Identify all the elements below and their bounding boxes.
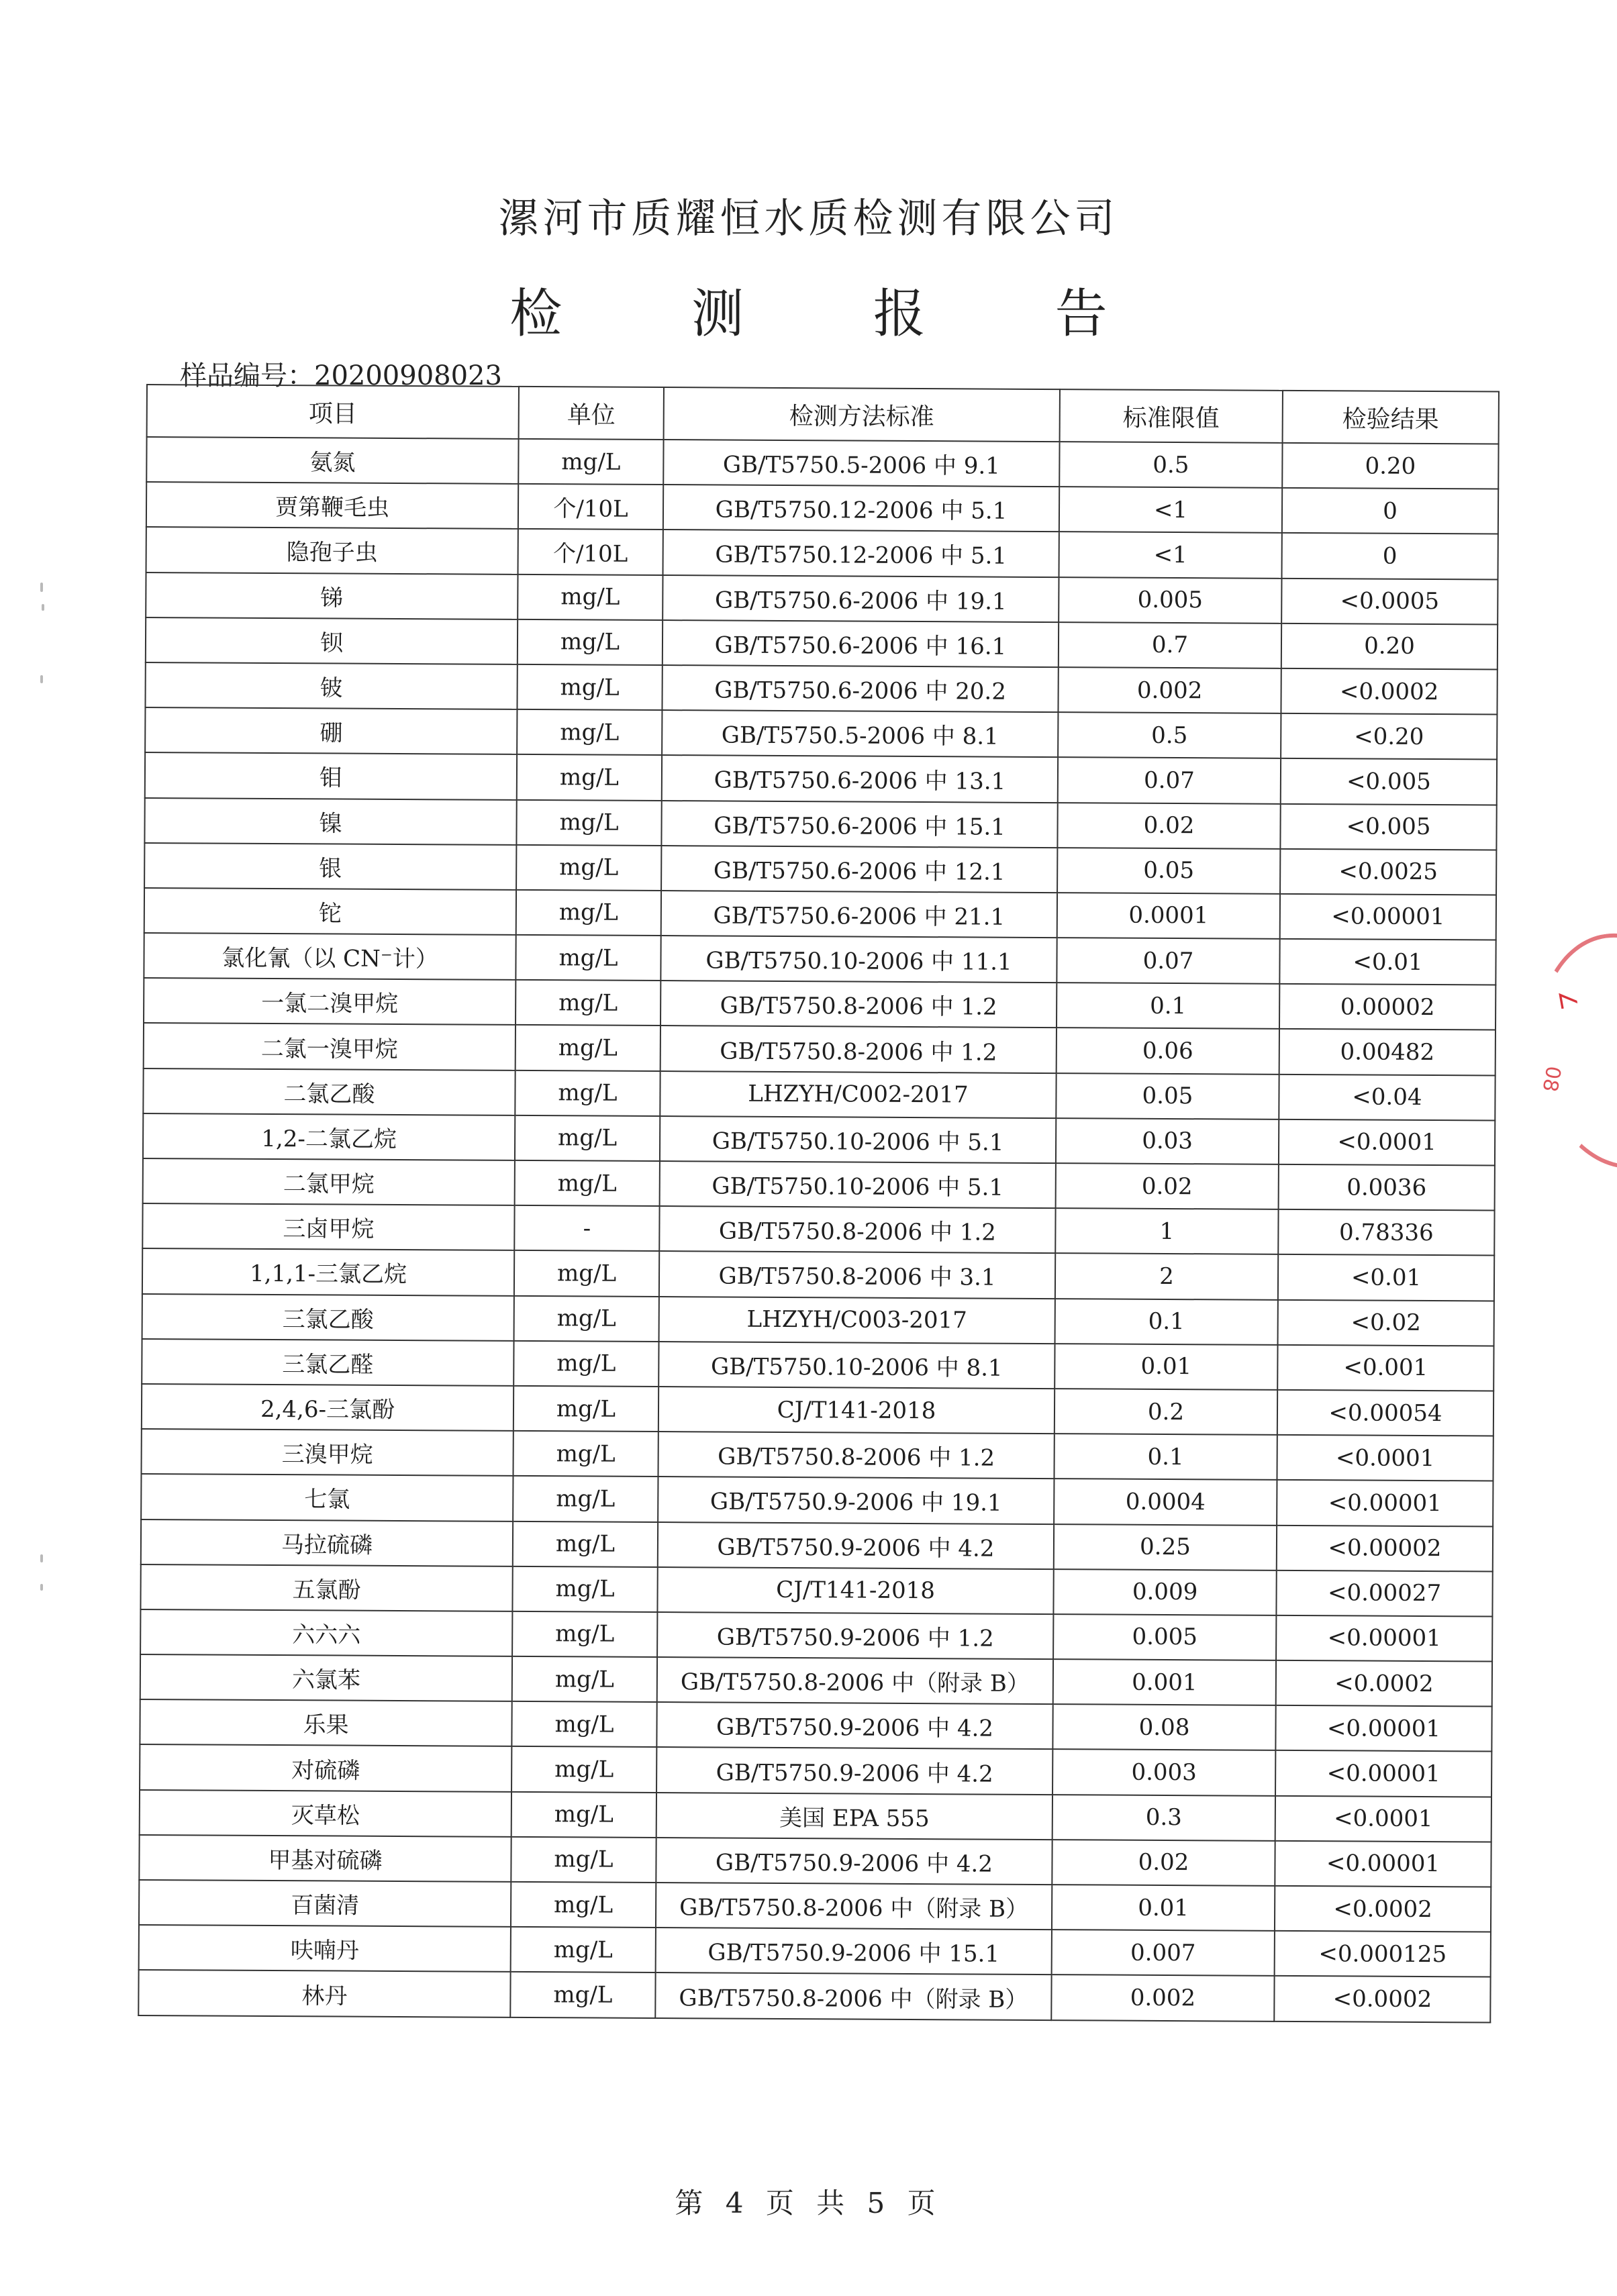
cell-method: GB/T5750.5-2006 中 9.1 bbox=[663, 440, 1059, 487]
cell-unit: mg/L bbox=[515, 1070, 660, 1116]
cell-item: 钡 bbox=[146, 617, 518, 664]
cell-item: 马拉硫磷 bbox=[141, 1519, 513, 1566]
cell-method: GB/T5750.6-2006 中 15.1 bbox=[661, 801, 1057, 848]
cell-limit: 1 bbox=[1055, 1208, 1278, 1254]
sample-number-value: 20200908023 bbox=[314, 360, 502, 391]
cell-limit: 2 bbox=[1055, 1253, 1278, 1299]
cell-limit: 0.01 bbox=[1052, 1885, 1275, 1931]
page-number: 第 4 页 共 5 页 bbox=[675, 2187, 942, 2219]
cell-unit: mg/L bbox=[513, 1521, 658, 1566]
cell-limit: 0.02 bbox=[1052, 1840, 1275, 1886]
table-row bbox=[141, 1519, 1493, 1571]
cell-result: <0.01 bbox=[1279, 939, 1496, 985]
scan-speck bbox=[40, 1584, 43, 1591]
cell-limit: 0.25 bbox=[1054, 1524, 1277, 1570]
seal-stamp-mark: ∠ bbox=[1552, 987, 1583, 1013]
sample-number-label: 样品编号： bbox=[180, 360, 314, 391]
cell-method: GB/T5750.10-2006 中 5.1 bbox=[660, 1161, 1056, 1208]
cell-item: 隐孢子虫 bbox=[146, 527, 518, 574]
table-row bbox=[144, 888, 1496, 940]
cell-result: <0.20 bbox=[1281, 713, 1497, 760]
cell-unit: mg/L bbox=[517, 664, 662, 710]
cell-unit: mg/L bbox=[516, 890, 661, 936]
table-row bbox=[139, 1835, 1491, 1887]
cell-unit: - bbox=[514, 1205, 659, 1251]
cell-result: <0.00001 bbox=[1277, 1480, 1493, 1526]
cell-result: <0.01 bbox=[1278, 1254, 1494, 1301]
cell-item: 氯化氰（以 CN⁻计） bbox=[144, 933, 516, 980]
cell-unit: mg/L bbox=[513, 1431, 658, 1477]
table-row bbox=[140, 1564, 1492, 1617]
table-row bbox=[144, 797, 1496, 850]
cell-unit: mg/L bbox=[513, 1341, 658, 1387]
cell-method: GB/T5750.5-2006 中 8.1 bbox=[662, 710, 1058, 757]
cell-limit: 0.07 bbox=[1058, 757, 1281, 803]
cell-item: 六六六 bbox=[140, 1609, 512, 1656]
table-row bbox=[143, 1068, 1495, 1121]
cell-item: 林丹 bbox=[138, 1970, 510, 2017]
cell-item: 乐果 bbox=[140, 1699, 511, 1746]
cell-item: 氨氮 bbox=[146, 437, 518, 484]
seal-stamp-text: 08 bbox=[1537, 1064, 1565, 1094]
cell-method: GB/T5750.9-2006 中 4.2 bbox=[656, 1702, 1052, 1749]
cell-unit: mg/L bbox=[513, 1386, 658, 1432]
table-row bbox=[146, 527, 1498, 579]
cell-limit: 0.7 bbox=[1059, 622, 1281, 668]
cell-limit: 0.009 bbox=[1053, 1569, 1276, 1615]
cell-limit: 0.1 bbox=[1057, 983, 1279, 1029]
cell-item: 二氯一溴甲烷 bbox=[144, 1023, 516, 1070]
cell-item: 铊 bbox=[144, 888, 516, 935]
cell-unit: mg/L bbox=[516, 799, 661, 845]
cell-method: GB/T5750.10-2006 中 11.1 bbox=[660, 936, 1057, 983]
scan-speck bbox=[40, 583, 43, 592]
cell-limit: 0.03 bbox=[1056, 1118, 1279, 1164]
cell-method: GB/T5750.8-2006 中 1.2 bbox=[660, 1026, 1057, 1072]
cell-method: CJ/T141-2018 bbox=[658, 1387, 1055, 1434]
cell-method: GB/T5750.6-2006 中 12.1 bbox=[661, 846, 1057, 893]
table-row bbox=[145, 707, 1497, 760]
cell-item: 硼 bbox=[145, 707, 517, 754]
table-row bbox=[140, 1744, 1491, 1797]
cell-unit: mg/L bbox=[511, 1701, 656, 1747]
cell-method: GB/T5750.6-2006 中 21.1 bbox=[661, 891, 1057, 938]
cell-limit: 0.0004 bbox=[1054, 1479, 1277, 1525]
cell-item: 甲基对硫磷 bbox=[139, 1835, 511, 1882]
cell-result: <0.005 bbox=[1280, 803, 1496, 850]
cell-result: <0.0005 bbox=[1281, 578, 1498, 624]
cell-item: 贾第鞭毛虫 bbox=[146, 482, 518, 529]
cell-unit: mg/L bbox=[511, 1882, 656, 1928]
table-row bbox=[139, 1925, 1491, 1977]
table-row bbox=[141, 1474, 1493, 1526]
cell-limit: 0.1 bbox=[1055, 1299, 1278, 1345]
cell-result: <0.0002 bbox=[1274, 1976, 1490, 2022]
cell-result: 0.20 bbox=[1281, 623, 1498, 670]
cell-result: <0.00001 bbox=[1275, 1750, 1491, 1797]
cell-item: 钼 bbox=[145, 752, 517, 799]
cell-limit: <1 bbox=[1059, 487, 1282, 533]
cell-method: GB/T5750.12-2006 中 5.1 bbox=[663, 530, 1059, 577]
cell-limit: 0.005 bbox=[1053, 1614, 1276, 1660]
cell-result: 0.0036 bbox=[1279, 1164, 1495, 1211]
cell-limit: 0.05 bbox=[1057, 848, 1280, 894]
cell-item: 2,4,6-三氯酚 bbox=[142, 1384, 513, 1431]
table-row bbox=[140, 1654, 1492, 1707]
scan-speck bbox=[42, 604, 44, 611]
table-row bbox=[143, 1113, 1495, 1166]
cell-result: <0.00002 bbox=[1277, 1525, 1493, 1571]
cell-result: <0.0002 bbox=[1281, 668, 1497, 715]
cell-item: 五氯酚 bbox=[140, 1564, 512, 1611]
cell-limit: 0.001 bbox=[1053, 1659, 1276, 1705]
cell-method: GB/T5750.6-2006 中 20.2 bbox=[662, 665, 1058, 712]
report-title: 检 测 报 告 bbox=[509, 284, 1164, 344]
cell-result: 0.00482 bbox=[1279, 1029, 1496, 1075]
cell-result: <0.00001 bbox=[1275, 1841, 1491, 1887]
column-header-result: 检验结果 bbox=[1283, 391, 1499, 444]
cell-result: <0.005 bbox=[1281, 758, 1497, 805]
table-row bbox=[144, 843, 1496, 895]
cell-limit: 0.007 bbox=[1052, 1930, 1275, 1976]
cell-item: 二氯乙酸 bbox=[143, 1068, 515, 1115]
table-row bbox=[146, 437, 1498, 489]
cell-result: <0.000125 bbox=[1275, 1931, 1491, 1977]
cell-unit: mg/L bbox=[512, 1566, 657, 1612]
cell-result: <0.0002 bbox=[1275, 1886, 1491, 1932]
table-row bbox=[140, 1699, 1491, 1752]
cell-result: <0.001 bbox=[1277, 1345, 1493, 1391]
cell-item: 二氯甲烷 bbox=[143, 1158, 515, 1205]
company-name: 漯河市质耀恒水质检测有限公司 bbox=[498, 195, 1119, 242]
cell-item: 对硫磷 bbox=[140, 1744, 511, 1791]
cell-limit: 0.08 bbox=[1052, 1704, 1275, 1750]
cell-method: GB/T5750.8-2006 中 1.2 bbox=[660, 981, 1057, 1028]
cell-result: <0.00054 bbox=[1277, 1390, 1493, 1436]
cell-method: GB/T5750.12-2006 中 5.1 bbox=[663, 485, 1059, 532]
cell-limit: 0.002 bbox=[1058, 667, 1281, 713]
cell-method: GB/T5750.9-2006 中 4.2 bbox=[656, 1747, 1052, 1794]
cell-result: <0.00001 bbox=[1280, 894, 1496, 940]
cell-item: 一氯二溴甲烷 bbox=[144, 978, 516, 1025]
table-row bbox=[146, 572, 1498, 625]
cell-unit: mg/L bbox=[517, 709, 662, 755]
cell-method: GB/T5750.9-2006 中 4.2 bbox=[656, 1838, 1052, 1885]
cell-method: CJ/T141-2018 bbox=[657, 1567, 1053, 1614]
cell-method: GB/T5750.6-2006 中 16.1 bbox=[663, 620, 1059, 667]
cell-limit: 0.02 bbox=[1057, 803, 1280, 849]
cell-item: 银 bbox=[144, 843, 516, 890]
cell-method: GB/T5750.6-2006 中 13.1 bbox=[662, 755, 1058, 802]
table-row bbox=[144, 933, 1496, 985]
cell-unit: mg/L bbox=[514, 1250, 659, 1296]
cell-limit: 0.07 bbox=[1057, 938, 1279, 984]
cell-method: GB/T5750.9-2006 中 19.1 bbox=[658, 1477, 1054, 1524]
table-row bbox=[138, 1970, 1490, 2022]
cell-unit: mg/L bbox=[518, 574, 663, 619]
cell-method: GB/T5750.8-2006 中 1.2 bbox=[658, 1432, 1054, 1479]
cell-result: <0.0001 bbox=[1277, 1435, 1493, 1481]
cell-limit: 0.5 bbox=[1059, 442, 1282, 488]
cell-item: 1,2-二氯乙烷 bbox=[143, 1113, 515, 1160]
cell-unit: mg/L bbox=[516, 935, 660, 981]
cell-limit: 0.5 bbox=[1058, 712, 1281, 758]
cell-item: 1,1,1-三氯乙烷 bbox=[142, 1248, 514, 1295]
cell-result: 0.20 bbox=[1282, 443, 1498, 489]
test-results-table bbox=[138, 384, 1500, 2024]
cell-result: <0.00027 bbox=[1276, 1570, 1492, 1617]
cell-item: 三氯乙酸 bbox=[142, 1294, 514, 1341]
table-row bbox=[145, 752, 1497, 805]
cell-result: 0 bbox=[1282, 533, 1498, 579]
seal-stamp bbox=[1522, 922, 1617, 1180]
cell-unit: mg/L bbox=[510, 1972, 655, 2018]
cell-limit: 0.05 bbox=[1056, 1073, 1279, 1119]
table-row bbox=[142, 1384, 1493, 1436]
scan-speck bbox=[40, 1554, 43, 1562]
cell-unit: mg/L bbox=[515, 1160, 660, 1206]
cell-method: 美国 EPA 555 bbox=[656, 1793, 1052, 1840]
cell-unit: mg/L bbox=[512, 1656, 657, 1702]
cell-item: 灭草松 bbox=[140, 1790, 511, 1837]
table-row bbox=[146, 482, 1498, 534]
cell-result: <0.00001 bbox=[1276, 1615, 1492, 1662]
cell-item: 呋喃丹 bbox=[139, 1925, 511, 1972]
cell-item: 三氯乙醛 bbox=[142, 1339, 513, 1386]
cell-unit: mg/L bbox=[516, 1025, 660, 1070]
cell-unit: mg/L bbox=[517, 754, 662, 800]
cell-unit: mg/L bbox=[518, 439, 663, 485]
cell-result: 0.78336 bbox=[1278, 1209, 1494, 1256]
table-row bbox=[140, 1790, 1491, 1842]
cell-limit: 0.3 bbox=[1052, 1795, 1275, 1841]
cell-method: GB/T5750.9-2006 中 1.2 bbox=[657, 1612, 1053, 1659]
cell-limit: <1 bbox=[1059, 532, 1282, 578]
cell-unit: mg/L bbox=[513, 1476, 658, 1521]
table-row bbox=[142, 1203, 1494, 1256]
cell-item: 百菌清 bbox=[139, 1880, 511, 1927]
cell-method: GB/T5750.8-2006 中（附录 B） bbox=[656, 1883, 1052, 1930]
cell-unit: 个/10L bbox=[518, 484, 663, 530]
cell-item: 三溴甲烷 bbox=[141, 1429, 513, 1476]
table-row bbox=[145, 662, 1497, 715]
cell-unit: mg/L bbox=[515, 1115, 660, 1161]
cell-unit: mg/L bbox=[514, 1295, 659, 1341]
cell-result: <0.00001 bbox=[1275, 1705, 1491, 1752]
cell-unit: mg/L bbox=[511, 1927, 656, 1973]
table-row bbox=[142, 1294, 1494, 1346]
column-header-method: 检测方法标准 bbox=[664, 387, 1060, 442]
cell-method: GB/T5750.9-2006 中 15.1 bbox=[656, 1928, 1052, 1975]
cell-limit: 0.02 bbox=[1056, 1163, 1279, 1209]
cell-limit: 0.005 bbox=[1059, 577, 1281, 623]
cell-result: <0.0025 bbox=[1280, 849, 1496, 895]
cell-limit: 0.01 bbox=[1055, 1344, 1277, 1390]
cell-unit: mg/L bbox=[511, 1792, 656, 1838]
cell-result: 0.00002 bbox=[1279, 984, 1496, 1030]
cell-item: 六氯苯 bbox=[140, 1654, 512, 1701]
cell-unit: mg/L bbox=[512, 1611, 657, 1657]
cell-unit: mg/L bbox=[516, 980, 660, 1026]
cell-item: 三卤甲烷 bbox=[142, 1203, 514, 1250]
table-row bbox=[141, 1429, 1493, 1481]
cell-result: <0.0001 bbox=[1275, 1795, 1491, 1842]
cell-item: 锑 bbox=[146, 572, 518, 619]
column-header-unit: 单位 bbox=[519, 387, 664, 440]
cell-unit: mg/L bbox=[511, 1837, 656, 1883]
cell-item: 镍 bbox=[144, 797, 516, 844]
table-row bbox=[142, 1248, 1494, 1301]
cell-method: GB/T5750.9-2006 中 4.2 bbox=[658, 1522, 1054, 1569]
cell-method: GB/T5750.8-2006 中（附录 B） bbox=[657, 1657, 1053, 1704]
cell-method: GB/T5750.10-2006 中 5.1 bbox=[660, 1116, 1056, 1163]
cell-result: <0.02 bbox=[1278, 1299, 1494, 1346]
cell-limit: 0.2 bbox=[1055, 1389, 1277, 1435]
cell-limit: 0.1 bbox=[1054, 1434, 1277, 1480]
cell-limit: 0.002 bbox=[1051, 1975, 1274, 2021]
table-row bbox=[144, 978, 1496, 1030]
table-row bbox=[146, 617, 1498, 670]
cell-method: GB/T5750.8-2006 中（附录 B） bbox=[655, 1973, 1051, 2020]
cell-result: <0.04 bbox=[1279, 1074, 1495, 1120]
column-header-limit: 标准限值 bbox=[1060, 389, 1283, 443]
column-header-item: 项目 bbox=[147, 385, 519, 439]
cell-method: LHZYH/C003-2017 bbox=[659, 1297, 1055, 1344]
table-row bbox=[142, 1339, 1493, 1391]
table-row bbox=[140, 1609, 1492, 1662]
cell-limit: 0.06 bbox=[1057, 1028, 1279, 1075]
table-row bbox=[144, 1023, 1496, 1075]
cell-result: <0.0001 bbox=[1279, 1119, 1495, 1166]
cell-method: GB/T5750.8-2006 中 3.1 bbox=[659, 1251, 1055, 1298]
cell-item: 铍 bbox=[145, 662, 517, 709]
cell-result: 0 bbox=[1282, 488, 1498, 534]
cell-item: 七氯 bbox=[141, 1474, 513, 1521]
table-header-row bbox=[147, 385, 1499, 444]
scan-speck bbox=[40, 675, 43, 683]
cell-limit: 0.003 bbox=[1052, 1750, 1275, 1796]
cell-unit: mg/L bbox=[518, 619, 663, 665]
cell-unit: mg/L bbox=[516, 845, 661, 891]
cell-unit: 个/10L bbox=[518, 529, 663, 575]
cell-method: LHZYH/C002-2017 bbox=[660, 1071, 1056, 1118]
cell-limit: 0.0001 bbox=[1057, 893, 1280, 939]
cell-unit: mg/L bbox=[511, 1746, 656, 1792]
table-row bbox=[139, 1880, 1491, 1932]
table-row bbox=[143, 1158, 1495, 1211]
cell-method: GB/T5750.8-2006 中 1.2 bbox=[659, 1206, 1055, 1253]
cell-result: <0.0002 bbox=[1276, 1660, 1492, 1707]
cell-method: GB/T5750.10-2006 中 8.1 bbox=[658, 1342, 1055, 1389]
cell-method: GB/T5750.6-2006 中 19.1 bbox=[663, 575, 1059, 622]
